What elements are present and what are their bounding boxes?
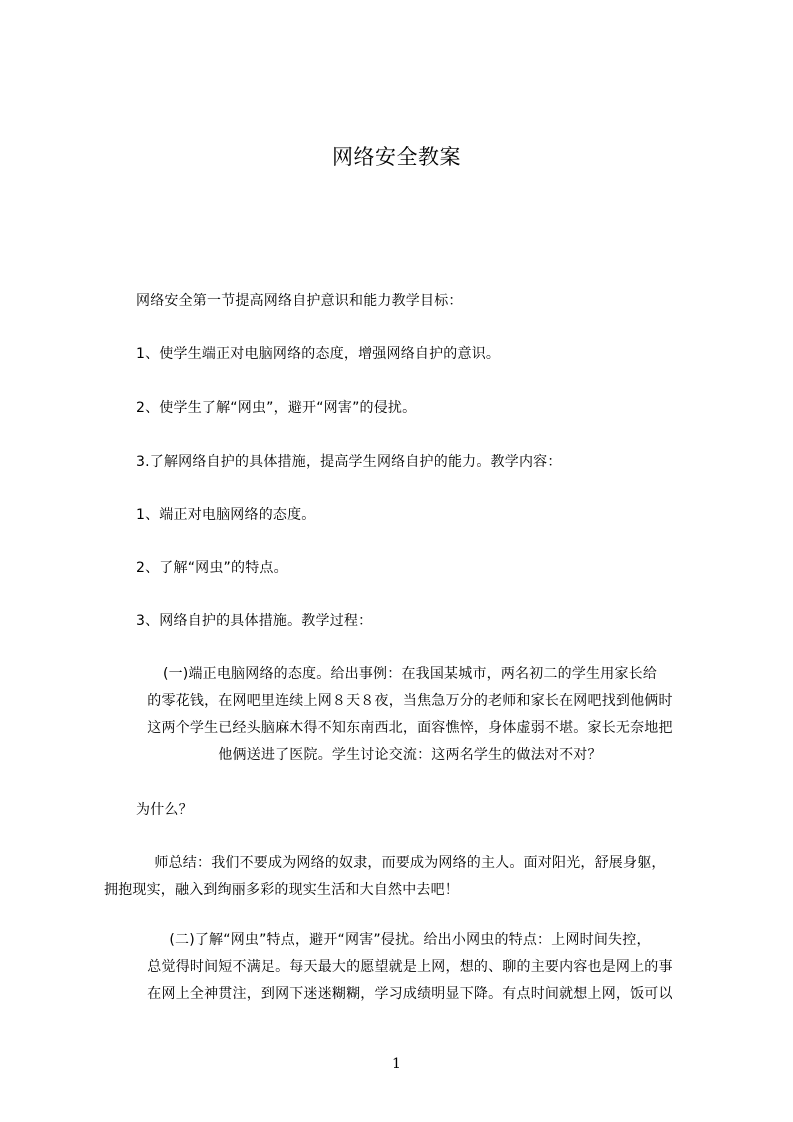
section-two-line: 总觉得时间短不满足。每天最大的愿望就是上网，想的、聊的主要内容也是网上的事 — [147, 959, 673, 975]
document-title: 网络安全教案 — [332, 145, 461, 169]
page-number: 1 — [392, 1056, 401, 1072]
section-two-paragraph — [104, 930, 716, 1016]
teacher-summary-line: 师总结：我们不要成为网络的奴隶，而要成为网络的主人。面对阳光，舒展身躯， — [154, 855, 666, 871]
section-one-line: (一)端正电脑网络的态度。给出事例：在我国某城市，两名初二的学生用家长给 — [162, 666, 658, 682]
section-one-line: 他俩送进了医院。学生讨论交流：这两名学生的做法对不对？ — [218, 747, 602, 763]
section-one-line: 的零花钱，在网吧里连续上网８天８夜，当焦急万分的老师和家长在网吧找到他俩时 — [147, 693, 673, 709]
paragraph-objective-3: 3.了解网络自护的具体措施，提高学生网络自护的能力。教学内容： — [136, 454, 562, 470]
section-one-paragraph — [104, 664, 716, 776]
paragraph-objective-1: 1、使学生端正对电脑网络的态度，增强网络自护的意识。 — [136, 346, 501, 362]
paragraph-objective-2: 2、使学生了解“网虫”，避开“网害”的侵扰。 — [136, 400, 417, 416]
teacher-summary-line: 拥抱现实，融入到绚丽多彩的现实生活和大自然中去吧！ — [104, 882, 459, 898]
section-one-line: 这两个学生已经头脑麻木得不知东南西北，面容憔悴，身体虚弱不堪。家长无奈地把 — [147, 720, 673, 736]
paragraph-why: 为什么？ — [136, 802, 193, 818]
teacher-summary-paragraph — [104, 853, 716, 911]
section-two-line: (二)了解“网虫”特点，避开“网害”侵扰。给出小网虫的特点：上网时间失控， — [169, 932, 651, 948]
paragraph-content-3: 3、网络自护的具体措施。教学过程： — [136, 613, 373, 629]
paragraph-content-2: 2、了解“网虫”的特点。 — [136, 560, 288, 576]
paragraph-objectives-heading: 网络安全第一节提高网络自护意识和能力教学目标： — [136, 293, 463, 309]
section-two-line: 在网上全神贯注，到网下迷迷糊糊，学习成绩明显下降。有点时间就想上网，饭可以 — [147, 986, 673, 1002]
paragraph-content-1: 1、端正对电脑网络的态度。 — [136, 507, 316, 523]
